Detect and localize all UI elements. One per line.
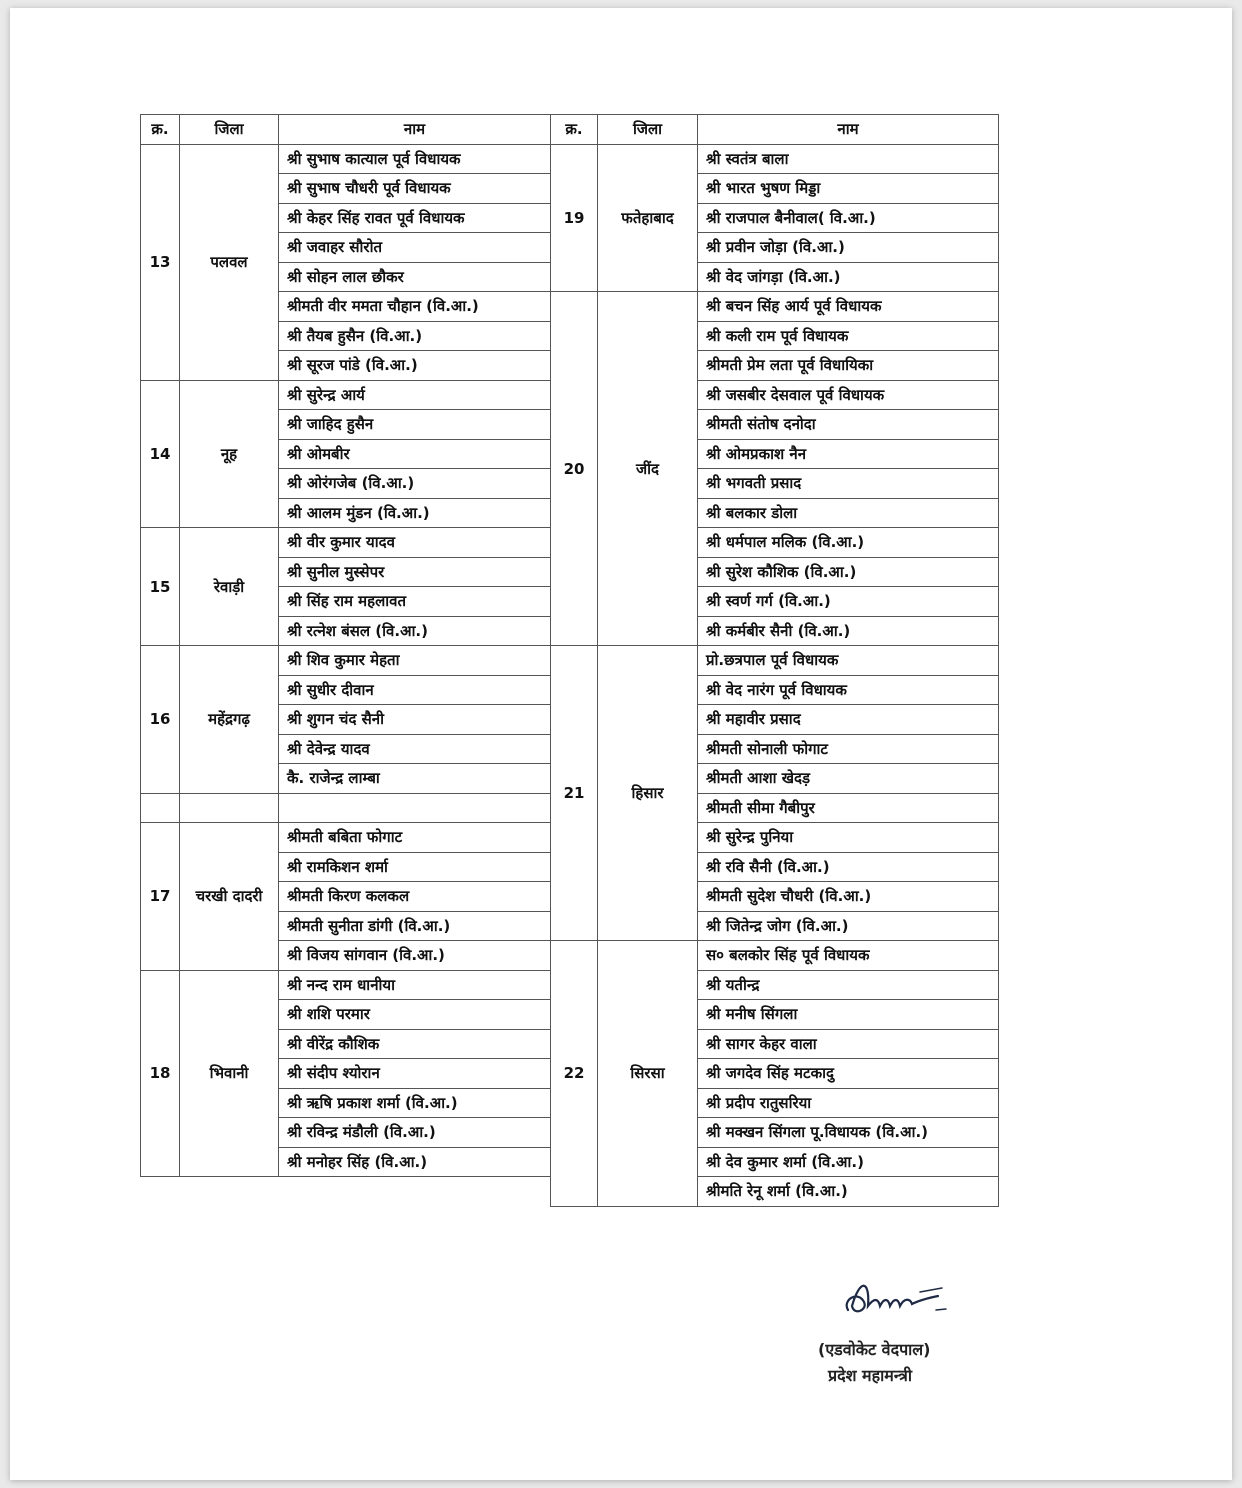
- name-header: नाम: [279, 115, 551, 145]
- member-name-cell: प्रो.छत्रपाल पूर्व विधायक: [698, 646, 999, 676]
- member-name-cell: श्रीमती बबिता फोगाट: [279, 823, 551, 853]
- district-header: जिला: [598, 115, 698, 145]
- member-name-cell: कै. राजेन्द्र लाम्बा: [279, 764, 551, 794]
- serial-number-cell: 14: [141, 380, 180, 528]
- member-name-cell: श्री वेद नारंग पूर्व विधायक: [698, 675, 999, 705]
- member-name-cell: श्रीमती संतोष दनोदा: [698, 410, 999, 440]
- member-name-cell: श्री रत्नेश बंसल (वि.आ.): [279, 616, 551, 646]
- member-name-cell: श्री भगवती प्रसाद: [698, 469, 999, 499]
- member-name-cell: श्री यतीन्द्र: [698, 970, 999, 1000]
- member-name-cell: श्री सिंह राम महलावत: [279, 587, 551, 617]
- blank-cell: [279, 793, 551, 823]
- member-name-cell: श्री केहर सिंह रावत पूर्व विधायक: [279, 203, 551, 233]
- member-name-cell: श्री महावीर प्रसाद: [698, 705, 999, 735]
- member-name-cell: श्री सुनील मुस्सेपर: [279, 557, 551, 587]
- handwritten-signature: [840, 1276, 950, 1326]
- member-name-cell: श्री सुधीर दीवान: [279, 675, 551, 705]
- member-name-cell: श्री सुभाष चौधरी पूर्व विधायक: [279, 174, 551, 204]
- member-name-cell: श्री स्वतंत्र बाला: [698, 144, 999, 174]
- right-list-table: [550, 114, 999, 1207]
- member-name-cell: श्री प्रवीन जोड़ा (वि.आ.): [698, 233, 999, 263]
- header-row: [551, 115, 999, 145]
- district-cell: नूह: [180, 380, 279, 528]
- member-name-cell: श्री सोहन लाल छौकर: [279, 262, 551, 292]
- member-name-cell: श्री रामकिशन शर्मा: [279, 852, 551, 882]
- district-cell: हिसार: [598, 646, 698, 941]
- member-name-cell: श्री सुरेश कौशिक (वि.आ.): [698, 557, 999, 587]
- table-row: [551, 941, 999, 971]
- member-name-cell: श्री नन्द राम धानीया: [279, 970, 551, 1000]
- member-name-cell: श्री जवाहर सौरोत: [279, 233, 551, 263]
- table-row: [141, 380, 551, 410]
- member-name-cell: श्रीमती सीमा गैबीपुर: [698, 793, 999, 823]
- member-name-cell: श्री ओमबीर: [279, 439, 551, 469]
- member-name-cell: श्री वीर कुमार यादव: [279, 528, 551, 558]
- member-name-cell: श्री ऋषि प्रकाश शर्मा (वि.आ.): [279, 1088, 551, 1118]
- table-row: [551, 292, 999, 322]
- member-name-cell: श्री वीरेंद्र कौशिक: [279, 1029, 551, 1059]
- member-name-cell: स० बलकोर सिंह पूर्व विधायक: [698, 941, 999, 971]
- member-name-cell: श्रीमती सोनाली फोगाट: [698, 734, 999, 764]
- serial-number-cell: 17: [141, 823, 180, 971]
- sn-header: क्र.: [141, 115, 180, 145]
- serial-number-cell: 19: [551, 144, 598, 292]
- member-name-cell: श्री सुरेन्द्र पुनिया: [698, 823, 999, 853]
- member-name-cell: श्री जितेन्द्र जोग (वि.आ.): [698, 911, 999, 941]
- name-header: नाम: [698, 115, 999, 145]
- member-name-cell: श्री शशि परमार: [279, 1000, 551, 1030]
- member-name-cell: श्री राजपाल बैनीवाल( वि.आ.): [698, 203, 999, 233]
- member-name-cell: श्री सुरेन्द्र आर्य: [279, 380, 551, 410]
- member-name-cell: श्री शुगन चंद सैनी: [279, 705, 551, 735]
- district-cell: रेवाड़ी: [180, 528, 279, 646]
- signatory-designation: प्रदेश महामन्त्री: [828, 1366, 913, 1385]
- district-cell: महेंद्रगढ़: [180, 646, 279, 794]
- member-name-cell: श्री रवि सैनी (वि.आ.): [698, 852, 999, 882]
- serial-number-cell: 15: [141, 528, 180, 646]
- serial-number-cell: 18: [141, 970, 180, 1177]
- header-row: [141, 115, 551, 145]
- table-row: [141, 823, 551, 853]
- serial-number-cell: 13: [141, 144, 180, 380]
- table-row: [551, 144, 999, 174]
- member-name-cell: श्रीमती सुदेश चौधरी (वि.आ.): [698, 882, 999, 912]
- member-name-cell: श्री शिव कुमार मेहता: [279, 646, 551, 676]
- member-name-cell: श्री कर्मबीर सैनी (वि.आ.): [698, 616, 999, 646]
- member-name-cell: श्रीमति रेनू शर्मा (वि.आ.): [698, 1177, 999, 1207]
- blank-row: [141, 793, 551, 823]
- serial-number-cell: 21: [551, 646, 598, 941]
- table-row: [141, 528, 551, 558]
- member-name-cell: श्री जाहिद हुसैन: [279, 410, 551, 440]
- member-name-cell: श्री देवेन्द्र यादव: [279, 734, 551, 764]
- member-name-cell: श्री वेद जांगड़ा (वि.आ.): [698, 262, 999, 292]
- member-name-cell: श्री मनीष सिंगला: [698, 1000, 999, 1030]
- district-cell: भिवानी: [180, 970, 279, 1177]
- member-name-cell: श्री रविन्द्र मंडौली (वि.आ.): [279, 1118, 551, 1148]
- serial-number-cell: 20: [551, 292, 598, 646]
- member-name-cell: श्रीमती आशा खेदड़: [698, 764, 999, 794]
- member-name-cell: श्रीमती किरण कलकल: [279, 882, 551, 912]
- member-name-cell: श्री बलकार डोला: [698, 498, 999, 528]
- table-row: [141, 970, 551, 1000]
- district-cell: सिरसा: [598, 941, 698, 1207]
- district-cell: चरखी दादरी: [180, 823, 279, 971]
- signatory-block: [818, 1338, 930, 1390]
- member-name-cell: श्री मक्खन सिंगला पू.विधायक (वि.आ.): [698, 1118, 999, 1148]
- member-name-cell: श्री आलम मुंडन (वि.आ.): [279, 498, 551, 528]
- member-name-cell: श्री भारत भुषण मिड्डा: [698, 174, 999, 204]
- district-header: जिला: [180, 115, 279, 145]
- member-name-cell: श्री मनोहर सिंह (वि.आ.): [279, 1147, 551, 1177]
- member-name-cell: श्री स्वर्ण गर्ग (वि.आ.): [698, 587, 999, 617]
- blank-cell: [141, 793, 180, 823]
- member-name-cell: श्री सूरज पांडे (वि.आ.): [279, 351, 551, 381]
- member-name-cell: श्री जगदेव सिंह मटकादु: [698, 1059, 999, 1089]
- serial-number-cell: 22: [551, 941, 598, 1207]
- member-name-cell: श्री प्रदीप रातुसरिया: [698, 1088, 999, 1118]
- table-row: [551, 646, 999, 676]
- member-name-cell: श्री संदीप श्योरान: [279, 1059, 551, 1089]
- member-name-cell: श्रीमती सुनीता डांगी (वि.आ.): [279, 911, 551, 941]
- member-name-cell: श्री सुभाष कात्याल पूर्व विधायक: [279, 144, 551, 174]
- member-name-cell: श्री ओमप्रकाश नैन: [698, 439, 999, 469]
- member-name-cell: श्रीमती वीर ममता चौहान (वि.आ.): [279, 292, 551, 322]
- member-name-cell: श्री ओरंगजेब (वि.आ.): [279, 469, 551, 499]
- member-name-cell: श्री विजय सांगवान (वि.आ.): [279, 941, 551, 971]
- table-row: [141, 646, 551, 676]
- member-name-cell: श्री जसबीर देसवाल पूर्व विधायक: [698, 380, 999, 410]
- member-name-cell: श्री सागर केहर वाला: [698, 1029, 999, 1059]
- blank-cell: [180, 793, 279, 823]
- document-page: [10, 8, 1232, 1480]
- member-name-cell: श्रीमती प्रेम लता पूर्व विधायिका: [698, 351, 999, 381]
- member-name-cell: श्री कली राम पूर्व विधायक: [698, 321, 999, 351]
- serial-number-cell: 16: [141, 646, 180, 794]
- member-name-cell: श्री बचन सिंह आर्य पूर्व विधायक: [698, 292, 999, 322]
- sn-header: क्र.: [551, 115, 598, 145]
- left-list-table: [140, 114, 551, 1177]
- member-name-cell: श्री तैयब हुसैन (वि.आ.): [279, 321, 551, 351]
- member-name-cell: श्री देव कुमार शर्मा (वि.आ.): [698, 1147, 999, 1177]
- member-name-cell: श्री धर्मपाल मलिक (वि.आ.): [698, 528, 999, 558]
- table-row: [141, 144, 551, 174]
- district-cell: पलवल: [180, 144, 279, 380]
- signatory-name: (एडवोकेट वेदपाल): [818, 1340, 931, 1359]
- district-cell: जींद: [598, 292, 698, 646]
- district-cell: फतेहाबाद: [598, 144, 698, 292]
